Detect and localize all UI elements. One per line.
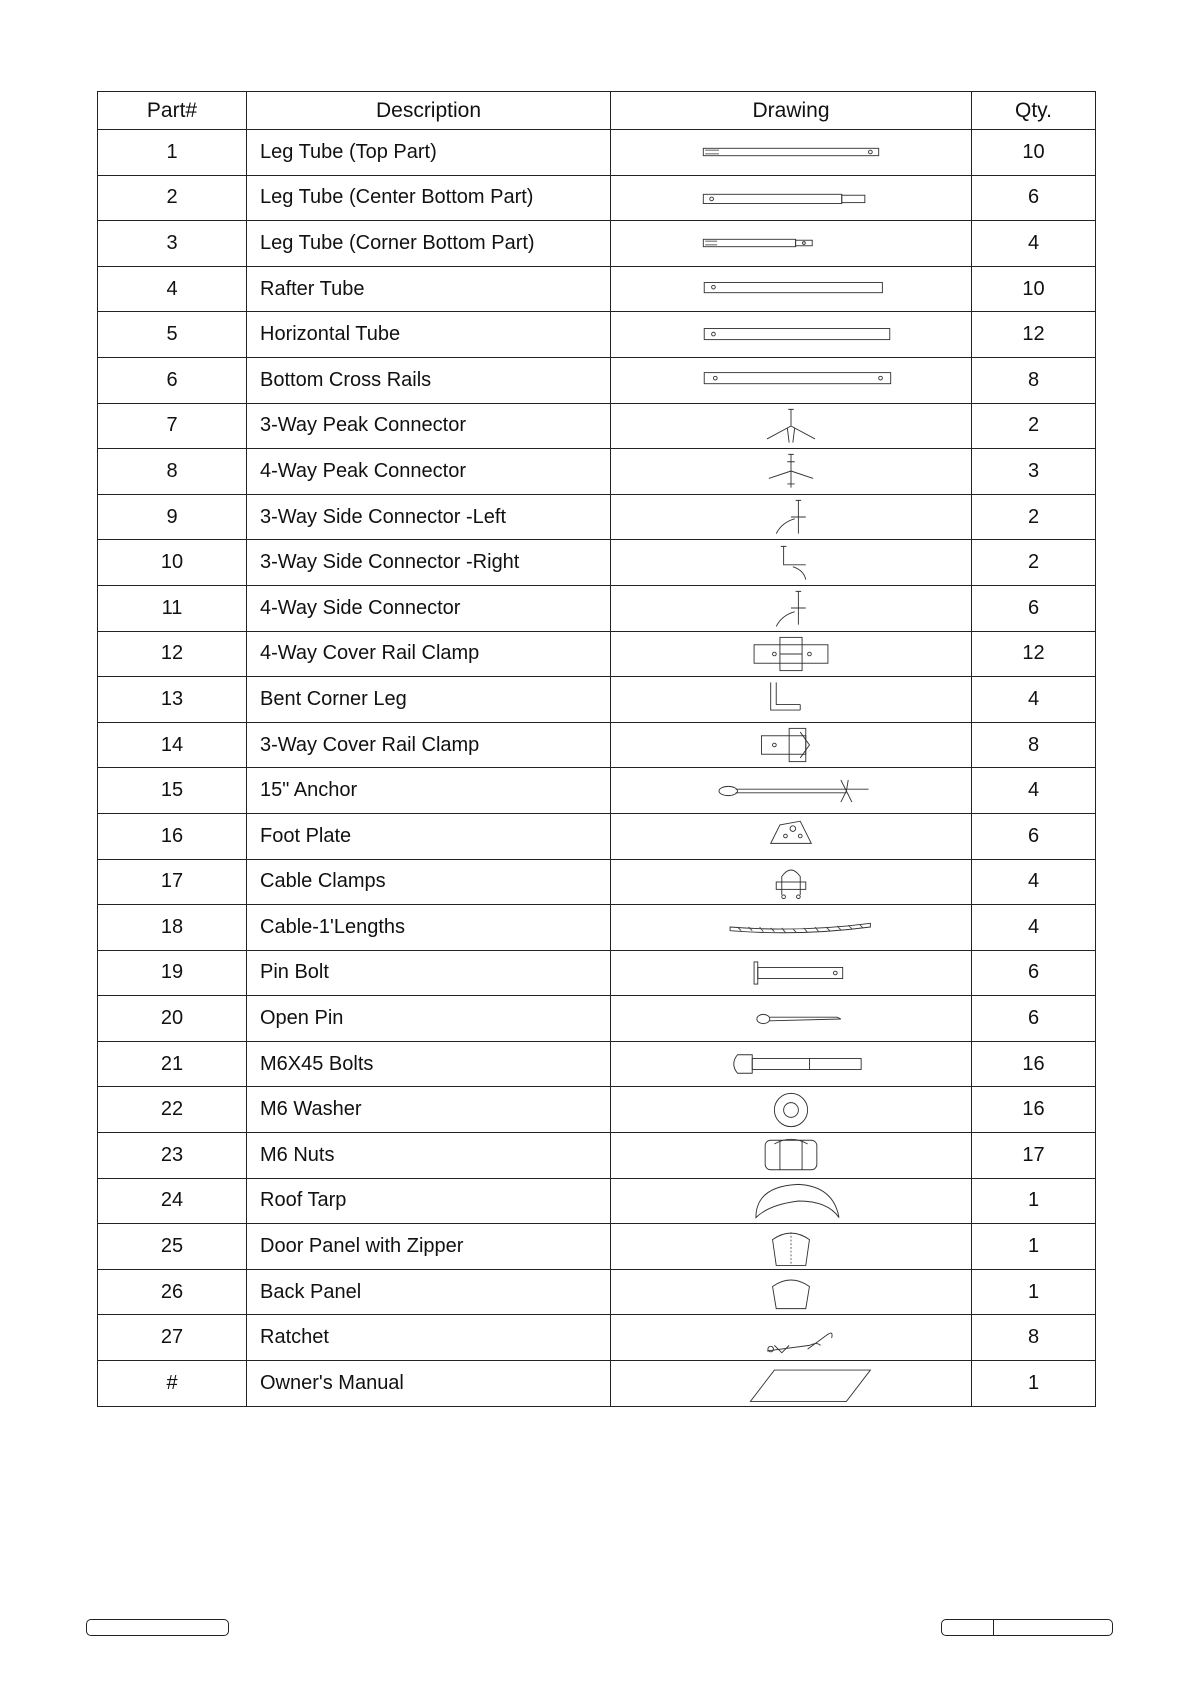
part-description: 3-Way Side Connector -Left xyxy=(247,494,611,540)
part-drawing xyxy=(611,631,972,677)
part-number: 24 xyxy=(98,1178,247,1224)
part-number: 19 xyxy=(98,950,247,996)
table-row xyxy=(98,631,1096,677)
side-connector-4way-icon xyxy=(671,586,911,630)
part-drawing xyxy=(611,813,972,859)
part-drawing xyxy=(611,1315,972,1361)
part-description: Leg Tube (Center Bottom Part) xyxy=(247,175,611,221)
part-description: M6X45 Bolts xyxy=(247,1041,611,1087)
part-quantity: 3 xyxy=(972,449,1096,495)
table-row xyxy=(98,1361,1096,1407)
part-drawing xyxy=(611,403,972,449)
side-connector-right-icon xyxy=(671,541,911,585)
header-part: Part# xyxy=(98,92,247,130)
header-qty: Qty. xyxy=(972,92,1096,130)
part-number: 16 xyxy=(98,813,247,859)
bottom-cross-rail-icon xyxy=(671,358,911,402)
rail-clamp-3way-icon xyxy=(671,723,911,767)
part-description: 3-Way Cover Rail Clamp xyxy=(247,722,611,768)
part-number: 13 xyxy=(98,677,247,723)
anchor-icon xyxy=(671,769,911,813)
table-row xyxy=(98,905,1096,951)
part-description: 4-Way Side Connector xyxy=(247,585,611,631)
table-row xyxy=(98,677,1096,723)
part-number: 9 xyxy=(98,494,247,540)
table-row xyxy=(98,996,1096,1042)
part-quantity: 16 xyxy=(972,1087,1096,1133)
part-description: 3-Way Peak Connector xyxy=(247,403,611,449)
part-quantity: 4 xyxy=(972,768,1096,814)
side-connector-left-icon xyxy=(671,495,911,539)
footer-right-box xyxy=(941,1619,1113,1636)
footer-divider xyxy=(993,1620,994,1635)
part-description: M6 Washer xyxy=(247,1087,611,1133)
table-row xyxy=(98,859,1096,905)
part-drawing xyxy=(611,1269,972,1315)
part-quantity: 4 xyxy=(972,859,1096,905)
part-description: Door Panel with Zipper xyxy=(247,1224,611,1270)
header-drawing: Drawing xyxy=(611,92,972,130)
part-number: 1 xyxy=(98,130,247,176)
part-quantity: 2 xyxy=(972,540,1096,586)
part-quantity: 10 xyxy=(972,130,1096,176)
peak-connector-3way-icon xyxy=(671,404,911,448)
part-description: M6 Nuts xyxy=(247,1133,611,1179)
part-number: 26 xyxy=(98,1269,247,1315)
part-drawing xyxy=(611,130,972,176)
part-description: Leg Tube (Corner Bottom Part) xyxy=(247,221,611,267)
part-drawing xyxy=(611,1178,972,1224)
part-quantity: 17 xyxy=(972,1133,1096,1179)
door-panel-icon xyxy=(671,1225,911,1269)
part-drawing xyxy=(611,1224,972,1270)
part-drawing xyxy=(611,312,972,358)
part-drawing xyxy=(611,266,972,312)
part-number: 11 xyxy=(98,585,247,631)
part-quantity: 4 xyxy=(972,677,1096,723)
part-description: Ratchet xyxy=(247,1315,611,1361)
part-number: 23 xyxy=(98,1133,247,1179)
part-description: 4-Way Cover Rail Clamp xyxy=(247,631,611,677)
part-description: Cable Clamps xyxy=(247,859,611,905)
table-row xyxy=(98,449,1096,495)
part-drawing xyxy=(611,1041,972,1087)
back-panel-icon xyxy=(671,1270,911,1314)
part-drawing xyxy=(611,996,972,1042)
nut-icon xyxy=(671,1133,911,1177)
table-row xyxy=(98,403,1096,449)
part-drawing xyxy=(611,221,972,267)
part-number: 8 xyxy=(98,449,247,495)
ratchet-icon xyxy=(671,1316,911,1360)
part-description: Leg Tube (Top Part) xyxy=(247,130,611,176)
table-row xyxy=(98,585,1096,631)
header-row xyxy=(98,92,1096,130)
part-quantity: 2 xyxy=(972,494,1096,540)
table-row xyxy=(98,813,1096,859)
part-number: 2 xyxy=(98,175,247,221)
parts-table xyxy=(97,91,1096,1407)
part-quantity: 4 xyxy=(972,905,1096,951)
part-number: 6 xyxy=(98,357,247,403)
part-quantity: 12 xyxy=(972,631,1096,677)
part-quantity: 8 xyxy=(972,722,1096,768)
part-quantity: 2 xyxy=(972,403,1096,449)
part-quantity: 8 xyxy=(972,357,1096,403)
part-number: 7 xyxy=(98,403,247,449)
part-description: Back Panel xyxy=(247,1269,611,1315)
bolt-icon xyxy=(671,1042,911,1086)
part-drawing xyxy=(611,1133,972,1179)
part-quantity: 1 xyxy=(972,1269,1096,1315)
table-row xyxy=(98,357,1096,403)
part-description: Owner's Manual xyxy=(247,1361,611,1407)
part-quantity: 16 xyxy=(972,1041,1096,1087)
part-number: 10 xyxy=(98,540,247,586)
part-description: Bent Corner Leg xyxy=(247,677,611,723)
part-quantity: 12 xyxy=(972,312,1096,358)
part-number: 21 xyxy=(98,1041,247,1087)
part-drawing xyxy=(611,585,972,631)
part-drawing xyxy=(611,677,972,723)
part-quantity: 6 xyxy=(972,950,1096,996)
table-row xyxy=(98,1315,1096,1361)
horizontal-tube-icon xyxy=(671,313,911,357)
leg-tube-top-icon xyxy=(671,130,911,174)
table-row xyxy=(98,1087,1096,1133)
part-number: 17 xyxy=(98,859,247,905)
part-number: 22 xyxy=(98,1087,247,1133)
part-description: Roof Tarp xyxy=(247,1178,611,1224)
part-number: 18 xyxy=(98,905,247,951)
part-quantity: 8 xyxy=(972,1315,1096,1361)
part-quantity: 6 xyxy=(972,996,1096,1042)
rail-clamp-4way-icon xyxy=(671,632,911,676)
part-drawing xyxy=(611,357,972,403)
part-number: # xyxy=(98,1361,247,1407)
foot-plate-icon xyxy=(671,814,911,858)
part-description: 15" Anchor xyxy=(247,768,611,814)
part-quantity: 6 xyxy=(972,813,1096,859)
cable-clamp-icon xyxy=(671,860,911,904)
part-number: 12 xyxy=(98,631,247,677)
table-row xyxy=(98,312,1096,358)
part-quantity: 1 xyxy=(972,1224,1096,1270)
part-drawing xyxy=(611,859,972,905)
part-quantity: 1 xyxy=(972,1178,1096,1224)
part-description: Pin Bolt xyxy=(247,950,611,996)
header-description: Description xyxy=(247,92,611,130)
table-row xyxy=(98,1133,1096,1179)
part-drawing xyxy=(611,905,972,951)
part-description: Bottom Cross Rails xyxy=(247,357,611,403)
table-row xyxy=(98,768,1096,814)
table-row xyxy=(98,266,1096,312)
table-row xyxy=(98,540,1096,586)
rafter-tube-icon xyxy=(671,267,911,311)
table-row xyxy=(98,1178,1096,1224)
part-description: Foot Plate xyxy=(247,813,611,859)
manual-icon xyxy=(671,1361,911,1405)
part-description: Cable-1'Lengths xyxy=(247,905,611,951)
pin-bolt-icon xyxy=(671,951,911,995)
part-quantity: 1 xyxy=(972,1361,1096,1407)
leg-tube-center-icon xyxy=(671,176,911,220)
open-pin-icon xyxy=(671,997,911,1041)
part-number: 14 xyxy=(98,722,247,768)
table-row xyxy=(98,175,1096,221)
part-description: Horizontal Tube xyxy=(247,312,611,358)
part-description: Open Pin xyxy=(247,996,611,1042)
bent-corner-leg-icon xyxy=(671,677,911,721)
cable-icon xyxy=(671,905,911,949)
part-drawing xyxy=(611,175,972,221)
part-description: Rafter Tube xyxy=(247,266,611,312)
part-drawing xyxy=(611,494,972,540)
part-drawing xyxy=(611,1361,972,1407)
leg-tube-corner-icon xyxy=(671,221,911,265)
part-drawing xyxy=(611,449,972,495)
part-number: 3 xyxy=(98,221,247,267)
table-row xyxy=(98,1269,1096,1315)
part-quantity: 4 xyxy=(972,221,1096,267)
part-drawing xyxy=(611,722,972,768)
part-number: 15 xyxy=(98,768,247,814)
part-number: 20 xyxy=(98,996,247,1042)
table-row xyxy=(98,130,1096,176)
footer-left-box xyxy=(86,1619,229,1636)
table-row xyxy=(98,494,1096,540)
table-row xyxy=(98,950,1096,996)
part-description: 4-Way Peak Connector xyxy=(247,449,611,495)
part-drawing xyxy=(611,950,972,996)
part-number: 5 xyxy=(98,312,247,358)
part-number: 25 xyxy=(98,1224,247,1270)
washer-icon xyxy=(671,1088,911,1132)
table-row xyxy=(98,1224,1096,1270)
roof-tarp-icon xyxy=(671,1179,911,1223)
part-drawing xyxy=(611,768,972,814)
part-drawing xyxy=(611,540,972,586)
table-row xyxy=(98,221,1096,267)
part-quantity: 6 xyxy=(972,585,1096,631)
part-quantity: 6 xyxy=(972,175,1096,221)
part-number: 4 xyxy=(98,266,247,312)
table-row xyxy=(98,722,1096,768)
part-quantity: 10 xyxy=(972,266,1096,312)
peak-connector-4way-icon xyxy=(671,449,911,493)
table-row xyxy=(98,1041,1096,1087)
part-number: 27 xyxy=(98,1315,247,1361)
part-drawing xyxy=(611,1087,972,1133)
part-description: 3-Way Side Connector -Right xyxy=(247,540,611,586)
